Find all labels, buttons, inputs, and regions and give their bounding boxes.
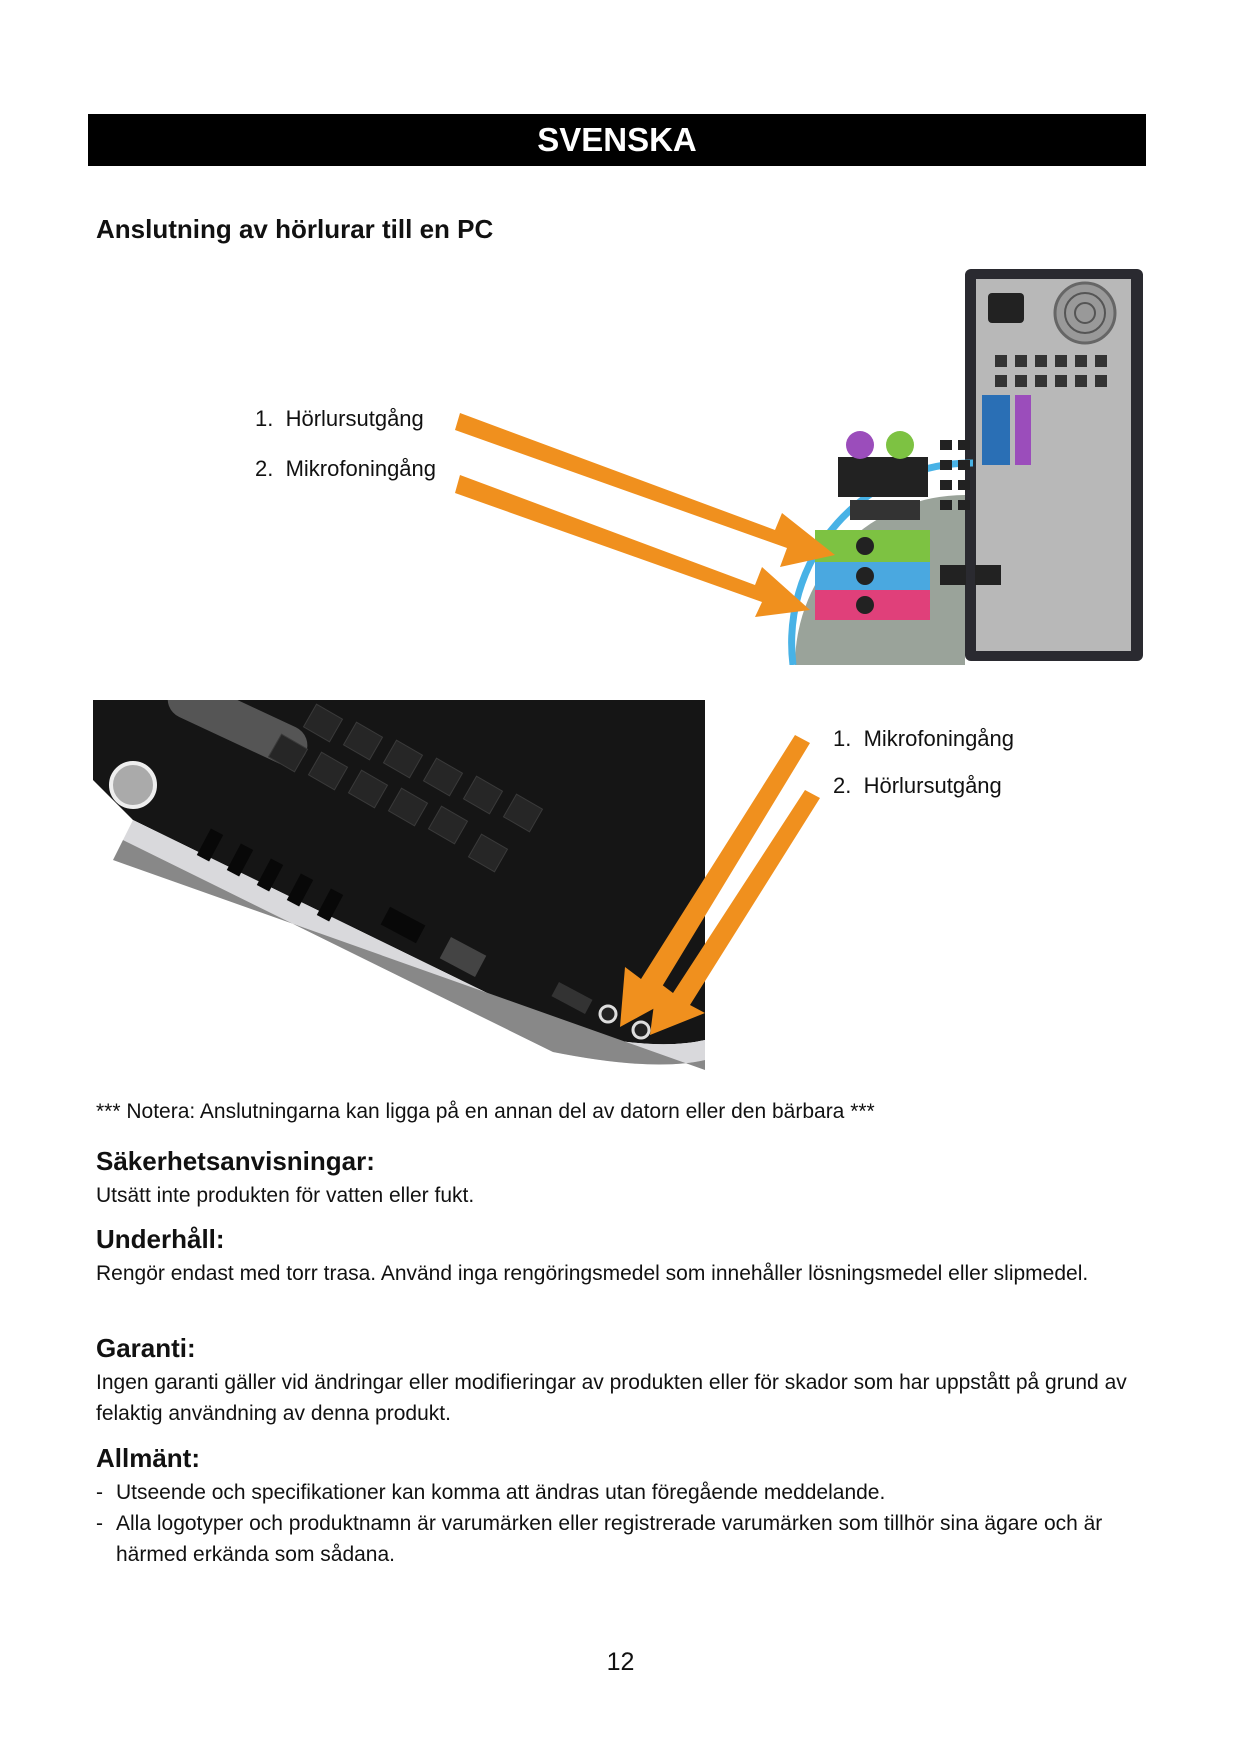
maintenance-title: Underhåll: (96, 1224, 225, 1254)
page-number: 12 (606, 1648, 635, 1676)
list-item: - Utseende och specifikationer kan komma att ändras utan föregående meddelande. (96, 1477, 1156, 1508)
language-banner: SVENSKA (88, 114, 1146, 166)
laptop-label-2: 2. Hörlursutgång (833, 773, 1002, 798)
maintenance-text: Rengör endast med torr trasa. Använd inga rengöringsmedel som innehåller lösningsmedel eller slipmedel. (96, 1262, 1089, 1285)
laptop-label-1: 1. Mikrofoningång (833, 726, 1015, 751)
page-heading: Anslutning av hörlurar till en PC (96, 214, 494, 244)
pc-label-2: 2. Mikrofoningång (255, 456, 437, 481)
pc-label-1: 1. Hörlursutgång (255, 406, 424, 431)
safety-title: Säkerhetsanvisningar: (96, 1146, 375, 1176)
laptop-arrows (605, 735, 820, 1035)
general-list (96, 1477, 1156, 1570)
warranty-text: Ingen garanti gäller vid ändringar eller modifieringar av produkten eller för skador som har uppstått på grund av felaktig användning av denna produkt. (96, 1371, 1127, 1425)
general-title: Allmänt: (96, 1443, 200, 1473)
pc-arrows (455, 405, 835, 635)
list-item: - Alla logotyper och produktnamn är varumärken eller registrerade varumärken som tillhör sina ägare och är härmed erkända som sådana. (96, 1508, 1156, 1570)
warranty-title: Garanti: (96, 1333, 196, 1363)
safety-text: Utsätt inte produkten för vatten eller fukt. (96, 1184, 475, 1207)
connection-note: *** Notera: Anslutningarna kan ligga på en annan del av datorn eller den bärbara *** (96, 1100, 875, 1123)
